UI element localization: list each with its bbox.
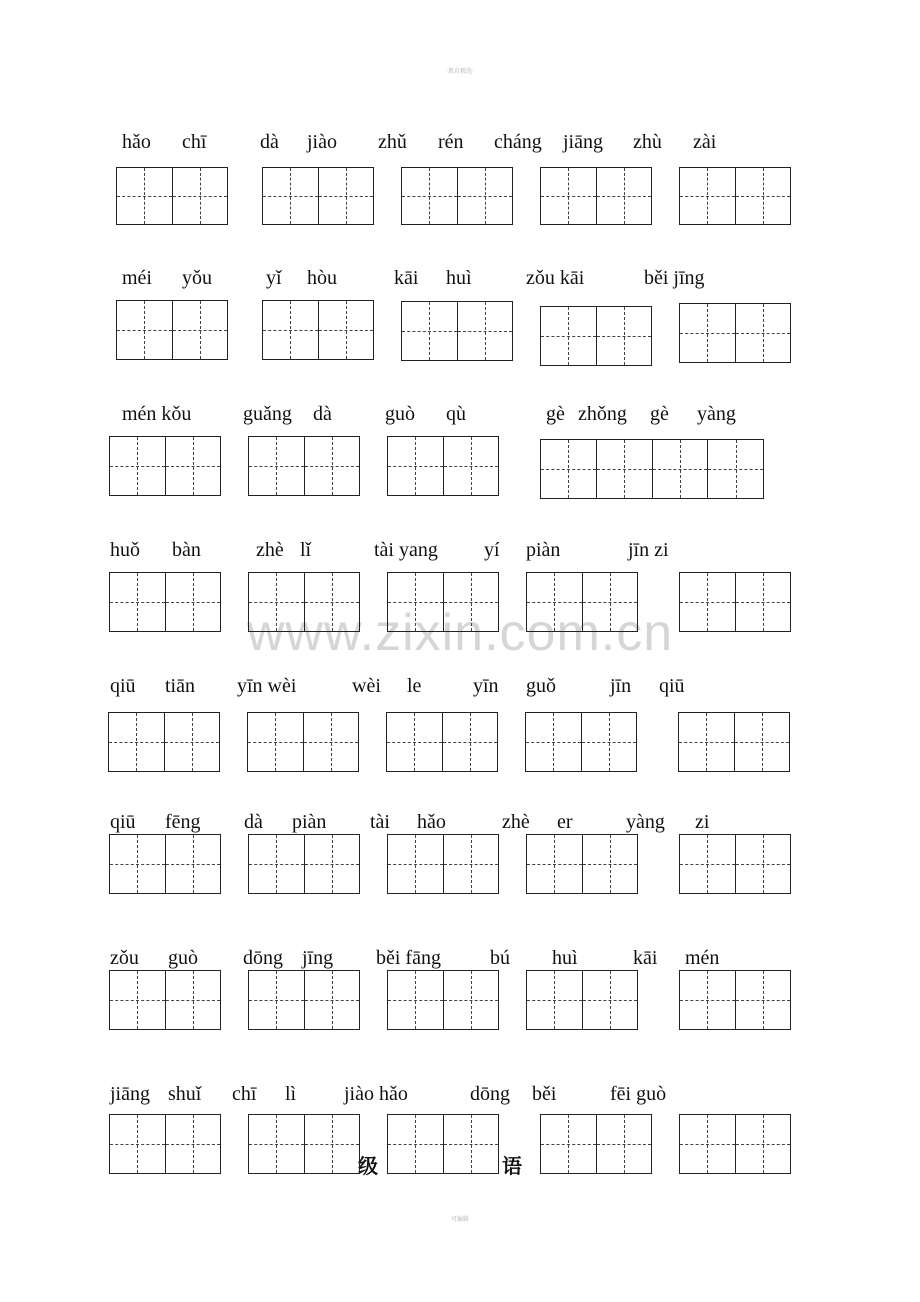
pinyin: fēng [165,811,201,833]
pinyin: lǐ [300,539,312,561]
writing-grid-box [540,1114,652,1174]
writing-grid-cell [303,713,359,771]
writing-grid-box [109,1114,221,1174]
writing-grid-cell [707,440,763,498]
writing-grid-box [401,301,513,361]
writing-grid-box [526,572,638,632]
pinyin: yǒu [182,267,212,289]
writing-grid-cell [596,168,652,224]
writing-grid-box [109,834,221,894]
writing-grid-box [248,572,360,632]
writing-grid-cell [402,302,457,360]
writing-grid-box [248,1114,360,1174]
pinyin: mén [685,947,720,969]
pinyin: wèi [352,675,381,697]
writing-grid-cell [735,971,791,1029]
pinyin: fēi guò [610,1083,667,1105]
writing-grid-box [540,439,764,499]
writing-grid-box [248,970,360,1030]
pinyin: zài [693,131,717,153]
pinyin: dōng [470,1083,510,1105]
writing-grid-cell [735,168,791,224]
writing-grid-cell [165,1115,221,1173]
pinyin: guǎng [243,403,292,425]
pinyin: yí [484,539,500,561]
writing-grid-cell [582,971,638,1029]
writing-grid-box [109,970,221,1030]
writing-grid-cell [735,304,791,362]
pinyin: zǒu [110,947,139,969]
writing-grid-box [387,436,499,496]
writing-grid-cell [596,440,652,498]
writing-grid-cell [318,301,374,359]
pinyin: dà [260,131,279,153]
pinyin: dōng [243,947,283,969]
writing-grid-cell [402,168,457,224]
writing-grid-box [248,436,360,496]
pinyin: dà [313,403,332,425]
pinyin: gè [650,403,669,425]
pinyin: zhè [502,811,530,833]
writing-grid-cell [110,971,165,1029]
pinyin: chī [232,1083,257,1105]
writing-grid-cell [304,1115,360,1173]
writing-grid-box [116,167,228,225]
writing-grid-box [109,572,221,632]
header-mark: ·教育精选· [446,68,474,75]
pinyin: jiāng [110,1083,150,1105]
pinyin: cháng [494,131,542,153]
writing-grid-cell [110,573,165,631]
writing-grid-cell [117,301,172,359]
writing-grid-cell [596,1115,652,1173]
pinyin: piàn [292,811,327,833]
pinyin: běi jīng [644,267,705,289]
pinyin: zhǔ [378,131,407,153]
writing-grid-box [116,300,228,360]
writing-grid-cell [581,713,637,771]
pinyin: jīn [610,675,632,697]
writing-grid-box [679,572,791,632]
pinyin: hǎo [417,811,446,833]
writing-grid-box [387,1114,499,1174]
writing-grid-cell [680,168,735,224]
writing-grid-box [262,300,374,360]
writing-grid-cell [541,440,596,498]
pinyin: jiào [307,131,337,153]
pinyin: gè [546,403,565,425]
pinyin: lì [285,1083,297,1105]
pinyin: qiū [110,811,136,833]
writing-grid-box [526,834,638,894]
writing-grid-box [540,306,652,366]
writing-grid-box [679,167,791,225]
pinyin: jiāng [563,131,603,153]
writing-grid-cell [318,168,374,224]
writing-grid-cell [680,1115,735,1173]
pinyin: běi fāng [376,947,441,969]
pinyin: jīn zi [628,539,669,561]
writing-grid-cell [457,302,513,360]
writing-grid-cell [110,835,165,893]
pinyin: tài [370,811,390,833]
pinyin: mén kǒu [122,403,192,425]
pinyin: yǐ [266,267,282,289]
writing-grid-box [387,970,499,1030]
pinyin: huì [446,267,472,289]
pinyin: zǒu kāi [526,267,585,289]
writing-grid-cell [527,835,582,893]
writing-grid-cell [596,307,652,365]
writing-grid-cell [117,168,172,224]
writing-grid-cell [249,971,304,1029]
writing-grid-cell [680,573,735,631]
writing-grid-cell [443,437,499,495]
writing-grid-cell [443,573,499,631]
pinyin: chī [182,131,207,153]
writing-grid-box [679,970,791,1030]
pinyin: jīng [302,947,334,969]
pinyin: huǒ [110,539,140,561]
writing-grid-cell [527,971,582,1029]
writing-grid-box [679,1114,791,1174]
pinyin: kāi [633,947,658,969]
writing-grid-cell [304,835,360,893]
writing-grid-box [540,167,652,225]
writing-grid-cell [442,713,498,771]
pinyin: shuǐ [168,1083,202,1105]
pinyin: yàng [626,811,665,833]
pinyin: tiān [165,675,195,697]
writing-grid-cell [248,713,303,771]
writing-grid-box [387,834,499,894]
writing-grid-cell [582,573,638,631]
writing-grid-cell [249,1115,304,1173]
writing-grid-cell [735,1115,791,1173]
writing-grid-cell [249,573,304,631]
writing-grid-cell [263,301,318,359]
obscured-title-char: 级 [358,1154,378,1178]
pinyin: yīn [473,675,499,697]
pinyin: guò [385,403,415,425]
pinyin: běi [532,1083,557,1105]
writing-grid-cell [582,835,638,893]
writing-grid-cell [388,1115,443,1173]
pinyin: bàn [172,539,201,561]
writing-grid-cell [443,835,499,893]
writing-grid-box [525,712,637,772]
writing-grid-box [678,712,790,772]
writing-grid-cell [388,573,443,631]
pinyin: huì [552,947,578,969]
writing-grid-cell [541,168,596,224]
writing-grid-box [248,834,360,894]
writing-grid-cell [457,168,513,224]
writing-grid-cell [541,1115,596,1173]
pinyin: zi [695,811,710,833]
writing-grid-box [262,167,374,225]
pinyin: dà [244,811,263,833]
pinyin: hǎo [122,131,151,153]
writing-grid-cell [443,1115,499,1173]
pinyin: méi [122,267,152,289]
writing-grid-cell [735,573,791,631]
writing-grid-cell [388,835,443,893]
writing-grid-box [386,712,498,772]
writing-grid-cell [164,713,220,771]
writing-grid-cell [526,713,581,771]
pinyin: guǒ [526,675,556,697]
pinyin: yàng [697,403,736,425]
writing-grid-cell [541,307,596,365]
pinyin: le [407,675,422,697]
writing-grid-cell [304,573,360,631]
writing-grid-cell [735,835,791,893]
pinyin: er [557,811,573,833]
writing-grid-cell [172,168,228,224]
writing-grid-box [109,436,221,496]
writing-grid-cell [680,971,735,1029]
pinyin: bú [490,947,510,969]
pinyin: zhè [256,539,284,561]
pinyin: hòu [307,267,337,289]
writing-grid-cell [172,301,228,359]
writing-grid-box [401,167,513,225]
writing-grid-cell [109,713,164,771]
writing-grid-cell [388,437,443,495]
watermark: www.zixin.com.cn [246,604,674,662]
writing-grid-cell [110,437,165,495]
writing-grid-cell [679,713,734,771]
writing-grid-cell [652,440,708,498]
footer-mark: 可编辑 [450,1216,469,1223]
writing-grid-cell [527,573,582,631]
pinyin: tài yang [374,539,438,561]
writing-grid-cell [263,168,318,224]
pinyin: qù [446,403,466,425]
pinyin: rén [438,131,464,153]
pinyin: qiū [659,675,685,697]
writing-grid-cell [165,437,221,495]
writing-grid-cell [443,971,499,1029]
writing-grid-cell [388,971,443,1029]
writing-grid-cell [165,835,221,893]
writing-grid-cell [110,1115,165,1173]
pinyin: zhǒng [578,403,627,425]
writing-grid-cell [680,835,735,893]
pinyin: guò [168,947,198,969]
writing-grid-box [387,572,499,632]
pinyin: kāi [394,267,419,289]
writing-grid-box [108,712,220,772]
writing-grid-cell [165,971,221,1029]
writing-grid-cell [387,713,442,771]
writing-grid-cell [734,713,790,771]
writing-grid-box [679,303,791,363]
pinyin: jiào hǎo [344,1083,408,1105]
writing-grid-cell [304,437,360,495]
obscured-title-char: 语 [502,1154,522,1178]
writing-grid-cell [304,971,360,1029]
pinyin: piàn [526,539,561,561]
writing-grid-cell [165,573,221,631]
writing-grid-cell [249,437,304,495]
writing-grid-box [247,712,359,772]
writing-grid-box [679,834,791,894]
pinyin: zhù [633,131,662,153]
pinyin: yīn wèi [237,675,297,697]
writing-grid-cell [680,304,735,362]
writing-grid-box [526,970,638,1030]
writing-grid-cell [249,835,304,893]
pinyin: qiū [110,675,136,697]
